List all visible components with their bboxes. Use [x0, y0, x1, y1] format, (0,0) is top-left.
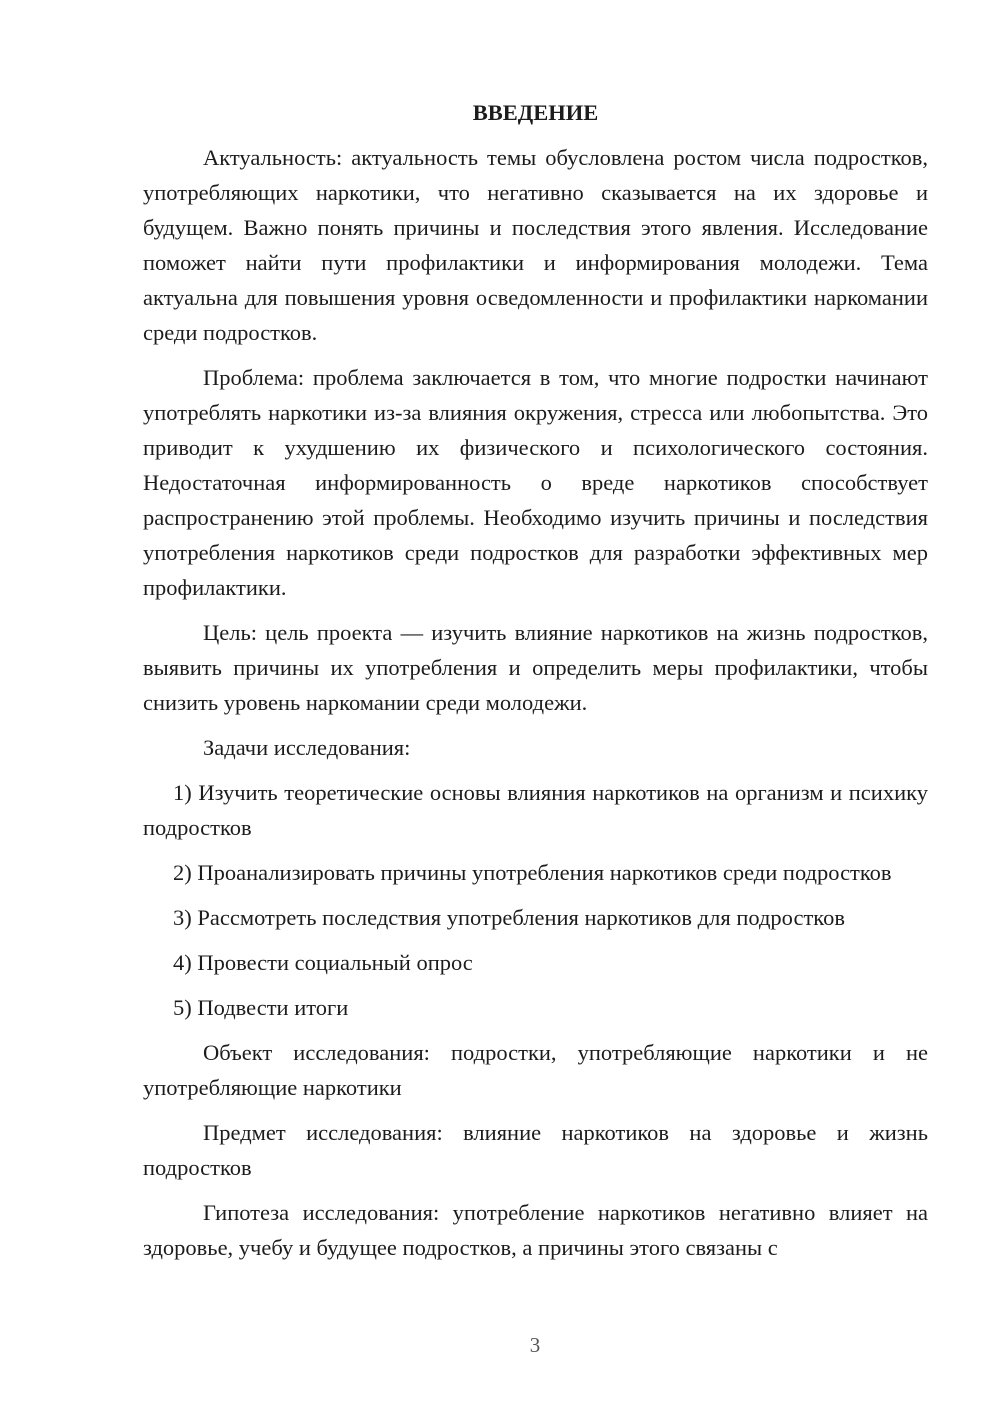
task-item-5: 5) Подвести итоги [173, 995, 349, 1020]
paragraph-hypothesis: Гипотеза исследования: употребление наркотиков негативно влияет на здоровье, учебу и будущее подростков, а причины этого связаны с [143, 1200, 928, 1260]
paragraph-object: Объект исследования: подростки, употребляющие наркотики и не употребляющие наркотики [143, 1040, 928, 1100]
task-item-2: 2) Проанализировать причины употребления наркотиков среди подростков [173, 860, 892, 885]
paragraph-relevance: Актуальность: актуальность темы обусловлена ростом числа подростков, употребляющих наркотики, что негативно сказывается на их здоровье и будущем. Важно понять причины и последствия этого явления. Исследование поможет найти пути профилактики и информирования молодежи. Тема актуальна для повышения уровня осведомленности и профилактики наркомании среди подростков. [143, 145, 928, 345]
page-number: 3 [529, 1333, 541, 1357]
task-item-4: 4) Провести социальный опрос [173, 950, 473, 975]
paragraph-goal: Цель: цель проекта — изучить влияние наркотиков на жизнь подростков, выявить причины их употребления и определить меры профилактики, чтобы снизить уровень наркомании среди молодежи. [143, 620, 928, 715]
paragraph-tasks-heading: Задачи исследования: [203, 735, 411, 760]
task-item-1: 1) Изучить теоретические основы влияния наркотиков на организм и психику подростков [143, 780, 928, 840]
task-item-3: 3) Рассмотреть последствия употребления наркотиков для подростков [173, 905, 845, 930]
page-title: ВВЕДЕНИЕ [472, 100, 599, 125]
paragraph-problem: Проблема: проблема заключается в том, что многие подростки начинают употреблять наркотики из-за влияния окружения, стресса или любопытства. Это приводит к ухудшению их физического и психологического состояния. Недостаточная информированность о вреде наркотиков способствует распространению этой проблемы. Необходимо изучить причины и последствия употребления наркотиков среди подростков для разработки эффективных мер профилактики. [143, 365, 928, 600]
paragraph-subject: Предмет исследования: влияние наркотиков на здоровье и жизнь подростков [143, 1120, 928, 1180]
page-content [143, 95, 928, 1275]
